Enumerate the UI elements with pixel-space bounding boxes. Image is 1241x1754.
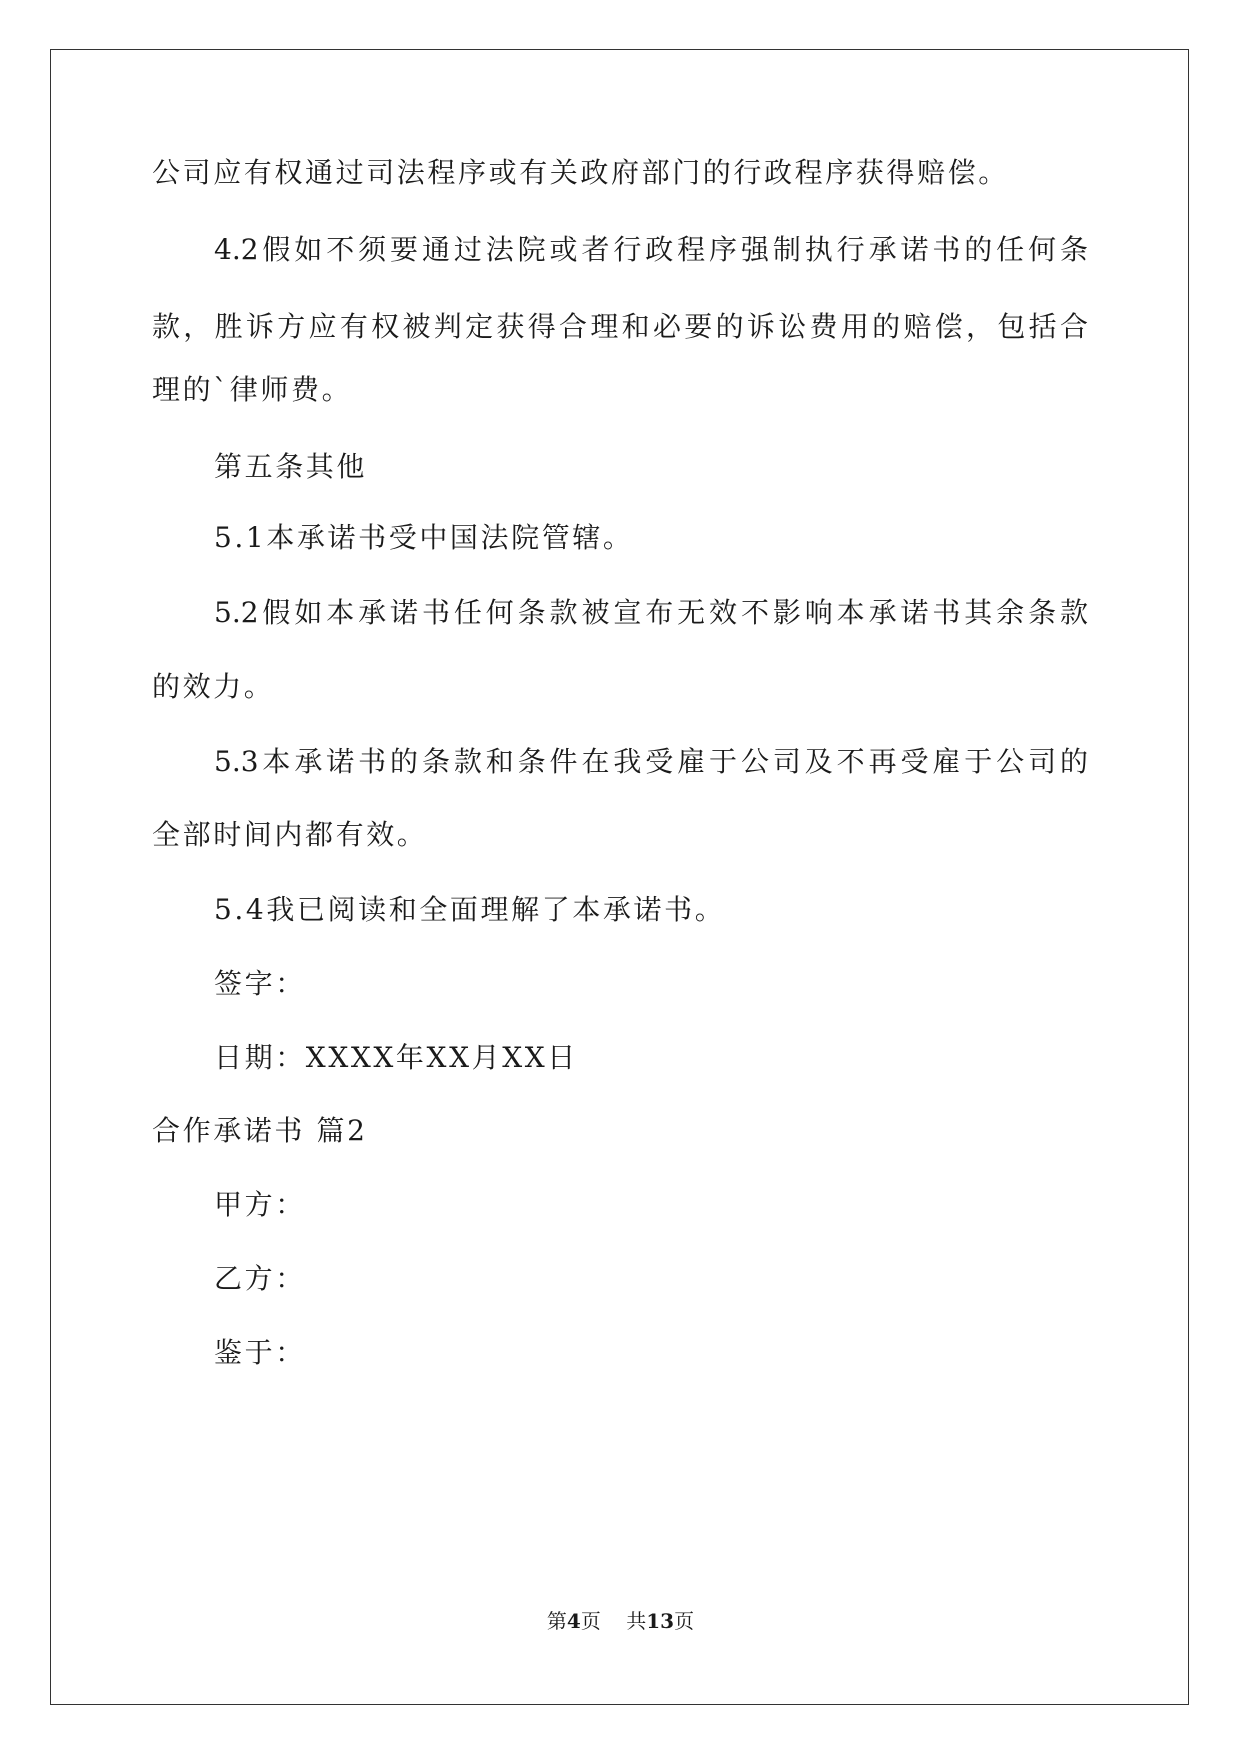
clause-5-3-line-2: 全部时间内都有效。 <box>152 818 428 851</box>
total-suffix: 页 <box>674 1609 695 1633</box>
page-suffix: 页 <box>580 1609 601 1633</box>
total-pages: 13 <box>646 1609 675 1633</box>
page-footer <box>0 1608 1241 1634</box>
clause-5-2-line-2: 的效力。 <box>152 670 275 703</box>
section-heading-article-5: 第五条其他 <box>214 450 368 483</box>
page-prefix: 第 <box>546 1609 567 1633</box>
clause-4-2-line-1: 4.2假如不须要通过法院或者行政程序强制执行承诺书的任何条 <box>214 233 1088 266</box>
party-a-label: 甲方： <box>214 1188 306 1221</box>
clause-4-2-line-3: 理的`律师费。 <box>152 373 353 406</box>
date-line: 日期：XXXX年XX月XX日 <box>214 1041 578 1074</box>
clause-4-2-line-2: 款，胜诉方应有权被判定获得合理和必要的诉讼费用的赔偿，包括合 <box>152 310 1088 343</box>
whereas-label: 鉴于： <box>214 1336 306 1369</box>
section-title: 合作承诺书 篇2 <box>152 1114 368 1147</box>
clause-5-1: 5.1本承诺书受中国法院管辖。 <box>214 521 634 554</box>
clause-5-4: 5.4我已阅读和全面理解了本承诺书。 <box>214 893 726 926</box>
paragraph-line: 公司应有权通过司法程序或有关政府部门的行政程序获得赔偿。 <box>152 156 1009 189</box>
signature-label: 签字： <box>214 967 306 1000</box>
clause-5-2-line-1: 5.2假如本承诺书任何条款被宣布无效不影响本承诺书其余条款 <box>214 596 1088 629</box>
party-b-label: 乙方： <box>214 1262 306 1295</box>
total-prefix: 共 <box>626 1609 647 1633</box>
page-number: 4 <box>566 1609 581 1633</box>
clause-5-3-line-1: 5.3本承诺书的条款和条件在我受雇于公司及不再受雇于公司的 <box>214 745 1088 778</box>
page-border <box>50 49 1189 1705</box>
